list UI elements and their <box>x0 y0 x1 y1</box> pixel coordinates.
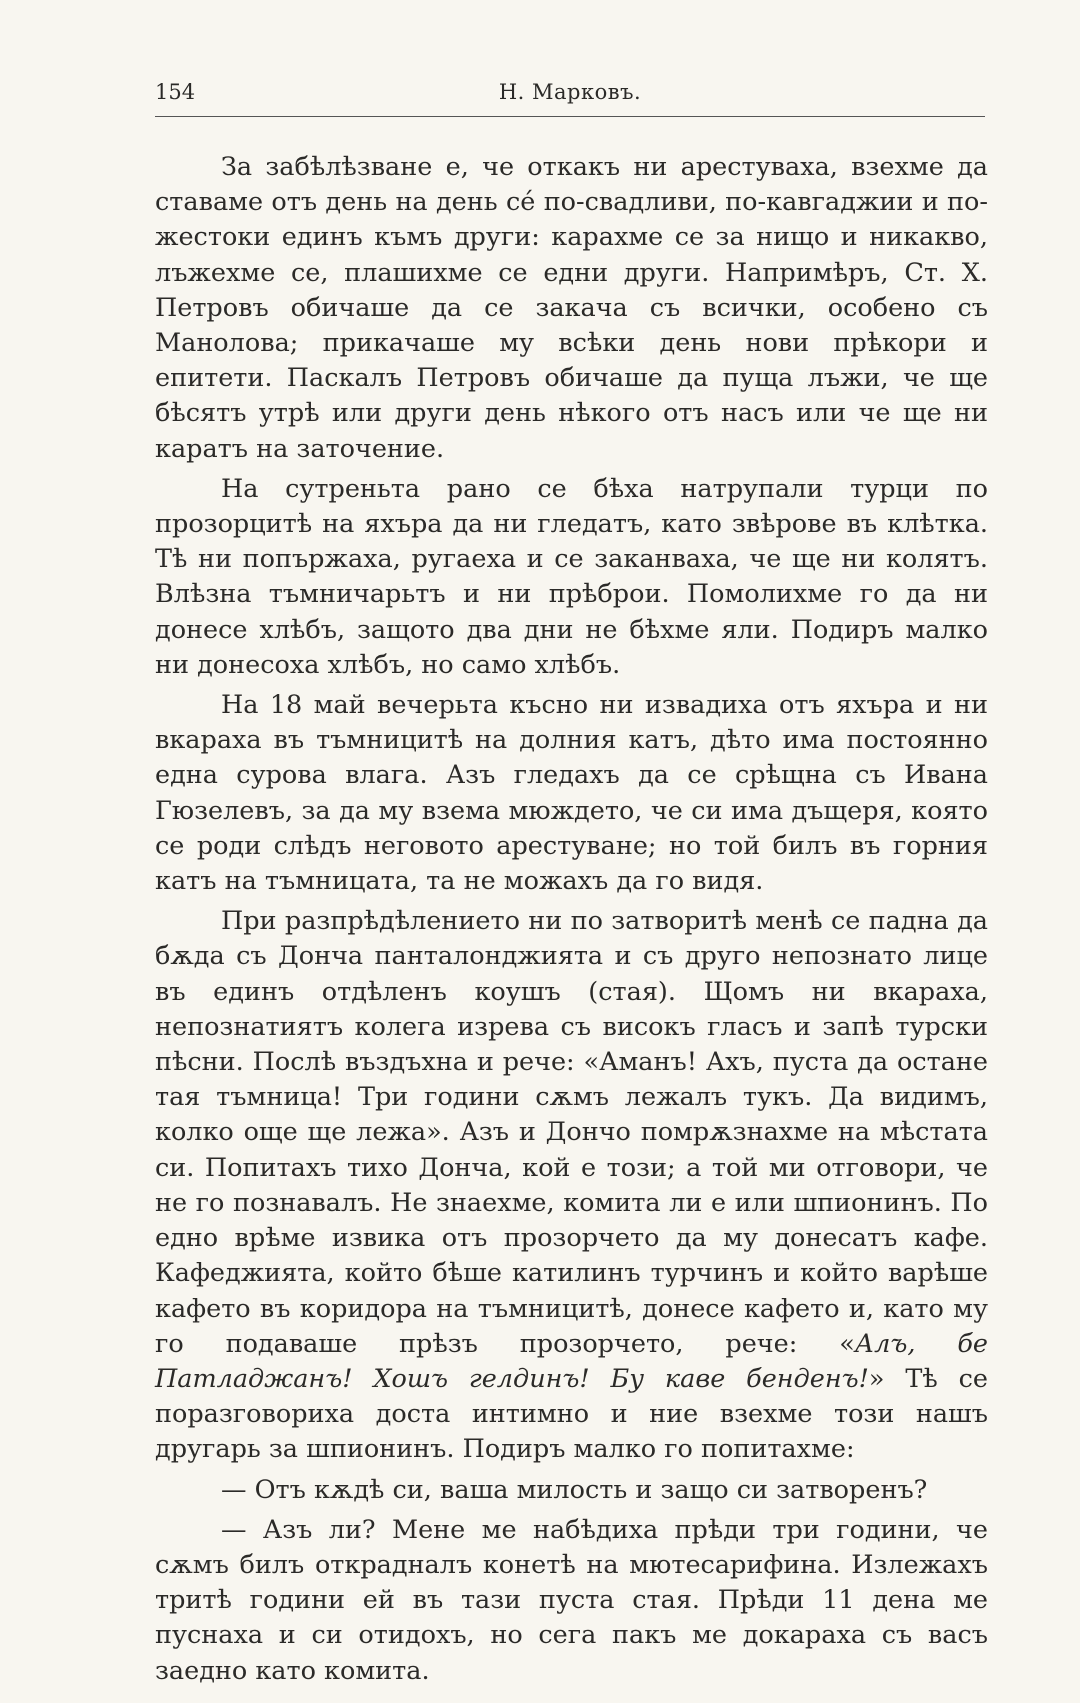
dialog-line-2: — Азъ ли? Мене ме набѣдиха прѣди три години, че сѫмъ билъ открадналъ конетѣ на мютесарифина. Излежахъ тритѣ години ей въ тази пуста стая. Прѣди 11 дена ме пуснаха и си отидохъ, но сега пакъ ме докараха съ васъ заедно като комита. <box>155 1514 988 1686</box>
paragraph-3: На 18 май вечерьта късно ни извадиха отъ яхъра и ни вкараха въ тъмницитѣ на долния катъ, дѣто има постоянно една сурова влага. Азъ гледахъ да се срѣщна съ Ивана Гюзелевъ, за да му взема мюждето, че си има дъщеря, която се роди слѣдъ неговото арестуване; но той билъ въ горния катъ на тъмницата, та не можахъ да го видя. <box>155 690 988 897</box>
paragraph-1: За забѣлѣзване е, че откакъ ни арестуваха, взехме да ставаме отъ день на день се́ по-свадливи, по-кавгаджии и по-жестоки единъ къмъ други: карахме се за нищо и никакво, лъжехме се, плашихме се едни други. Напримѣръ, Ст. Х. Петровъ обичаше да се закача съ всички, особено съ Манолова; прикачаше му всѣки день нови прѣкори и епитети. Паскалъ Петровъ обичаше да пуща лъжи, че ще бѣсятъ утрѣ или други день нѣкого отъ насъ или че ще ни каратъ на заточение. <box>155 152 988 464</box>
body-text <box>155 150 988 1694</box>
page-number: 154 <box>155 80 196 104</box>
header-rule <box>155 116 985 117</box>
page-header <box>155 80 985 116</box>
paragraph-2: На сутреньта рано се бѣха натрупали турци по прозорцитѣ на яхъра да ни гледатъ, като звѣрове въ клѣтка. Тѣ ни попържаха, ругаеха и се заканваха, че ще ни колятъ. Влѣзна тъмничарьтъ и ни прѣброи. Помолихме го да ни донесе хлѣбъ, защото два дни не бѣхме яли. Подиръ малко ни донесоха хлѣбъ, но само хлѣбъ. <box>155 473 988 680</box>
paragraph-4-text-b: » Тѣ се поразговориха доста интимно и ние взехме този нашъ другарь за шпионинъ. Подиръ малко го попитахме: <box>155 1363 988 1465</box>
running-title: Н. Марковъ. <box>498 80 642 104</box>
paragraph-4 <box>155 904 988 1467</box>
paragraph-4-text-a: При разпрѣдѣлението ни по затворитѣ менѣ се падна да бѫда съ Донча панталонджията и съ друго непознато лице въ единъ отдѣленъ коушъ (стая). Щомъ ни вкараха, непознатиятъ колега изрева съ високъ гласъ и запѣ турски пѣсни. Послѣ въздъхна и рече: «Аманъ! Ахъ, пуста да остане тая тъмница! Три години сѫмъ лежалъ тукъ. Да видимъ, колко още ще лежа». Азъ и Дончо помрѫзнахме на мѣстата си. Попитахъ тихо Донча, кой е този; а той ми отговори, че не го познавалъ. Не знаехме, комита ли е или шпионинъ. По едно врѣме извика отъ прозорчето да му донесатъ кафе. Кафеджията, който бѣше катилинъ турчинъ и който варѣше кафето въ коридора на тъмницитѣ, донесе кафето и, като му го подаваше прѣзъ прозорчето, рече: « <box>155 906 988 1359</box>
dialog-line-1: — Отъ кѫдѣ си, ваша милость и защо си затворенъ? <box>221 1474 928 1505</box>
paragraph-4-italic-quote: Алъ, бе Патладжанъ! Хошъ гелдинъ! Бу каве бенденъ! <box>155 1328 988 1394</box>
